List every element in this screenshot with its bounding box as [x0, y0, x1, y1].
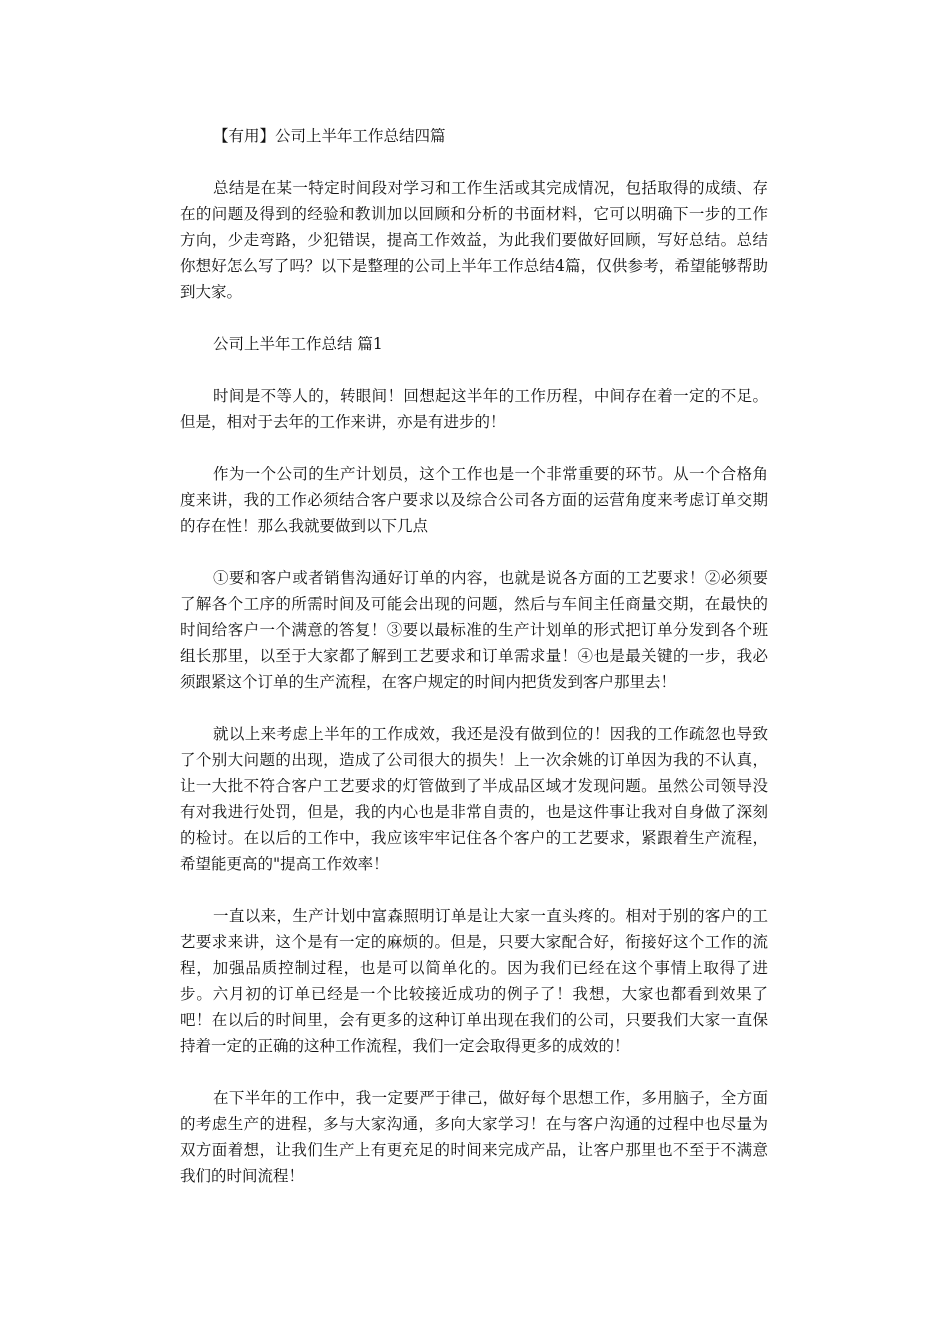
document-title: 【有用】公司上半年工作总结四篇: [213, 127, 446, 145]
intro-paragraph: 总结是在某一特定时间段对学习和工作生活或其完成情况，包括取得的成绩、存在的问题及得到的经验和教训加以回顾和分析的书面材料，它可以明确下一步的工作方向，少走弯路，少犯错误，提高工作效益，为此我们要做好回顾，写好总结。总结你想好怎么写了吗？以下是整理的公司上半年工作总结4篇，仅供参考，希望能够帮助到大家。: [180, 179, 768, 301]
body-paragraph-6: 在下半年的工作中，我一定要严于律己，做好每个思想工作，多用脑子，全方面的考虑生产的进程，多与大家沟通，多向大家学习！在与客户沟通的过程中也尽量为双方面着想，让我们生产上有更充足的时间来完成产品，让客户那里也不至于不满意我们的时间流程！: [180, 1089, 768, 1185]
body-paragraph-5: 一直以来，生产计划中富森照明订单是让大家一直头疼的。相对于别的客户的工艺要求来讲，这个是有一定的麻烦的。但是，只要大家配合好，衔接好这个工作的流程，加强品质控制过程，也是可以简单化的。因为我们已经在这个事情上取得了进步。六月初的订单已经是一个比较接近成功的例子了！我想，大家也都看到效果了吧！在以后的时间里，会有更多的这种订单出现在我们的公司，只要我们大家一直保持着一定的正确的这种工作流程，我们一定会取得更多的成效的！: [180, 907, 768, 1055]
document-body: [180, 123, 768, 1189]
body-paragraph-3: ①要和客户或者销售沟通好订单的内容，也就是说各方面的工艺要求！②必须要了解各个工序的所需时间及可能会出现的问题，然后与车间主任商量交期，在最快的时间给客户一个满意的答复！③要以最标准的生产计划单的形式把订单分发到各个班组长那里，以至于大家都了解到工艺要求和订单需求量！④也是最关键的一步，我必须跟紧这个订单的生产流程，在客户规定的时间内把货发到客户那里去！: [180, 569, 768, 691]
body-paragraph-2: 作为一个公司的生产计划员，这个工作也是一个非常重要的环节。从一个合格角度来讲，我的工作必须结合客户要求以及综合公司各方面的运营角度来考虑订单交期的存在性！那么我就要做到以下几点: [180, 465, 768, 535]
section-heading: 公司上半年工作总结 篇1: [213, 335, 383, 353]
body-paragraph-1: 时间是不等人的，转眼间！回想起这半年的工作历程，中间存在着一定的不足。但是，相对于去年的工作来讲，亦是有进步的！: [180, 387, 768, 431]
body-paragraph-4: 就以上来考虑上半年的工作成效，我还是没有做到位的！因我的工作疏忽也导致了个别大问题的出现，造成了公司很大的损失！上一次余姚的订单因为我的不认真，让一大批不符合客户工艺要求的灯管做到了半成品区域才发现问题。虽然公司领导没有对我进行处罚，但是，我的内心也是非常自责的，也是这件事让我对自身做了深刻的检讨。在以后的工作中，我应该牢牢记住各个客户的工艺要求，紧跟着生产流程，希望能更高的"提高工作效率！: [180, 725, 768, 873]
